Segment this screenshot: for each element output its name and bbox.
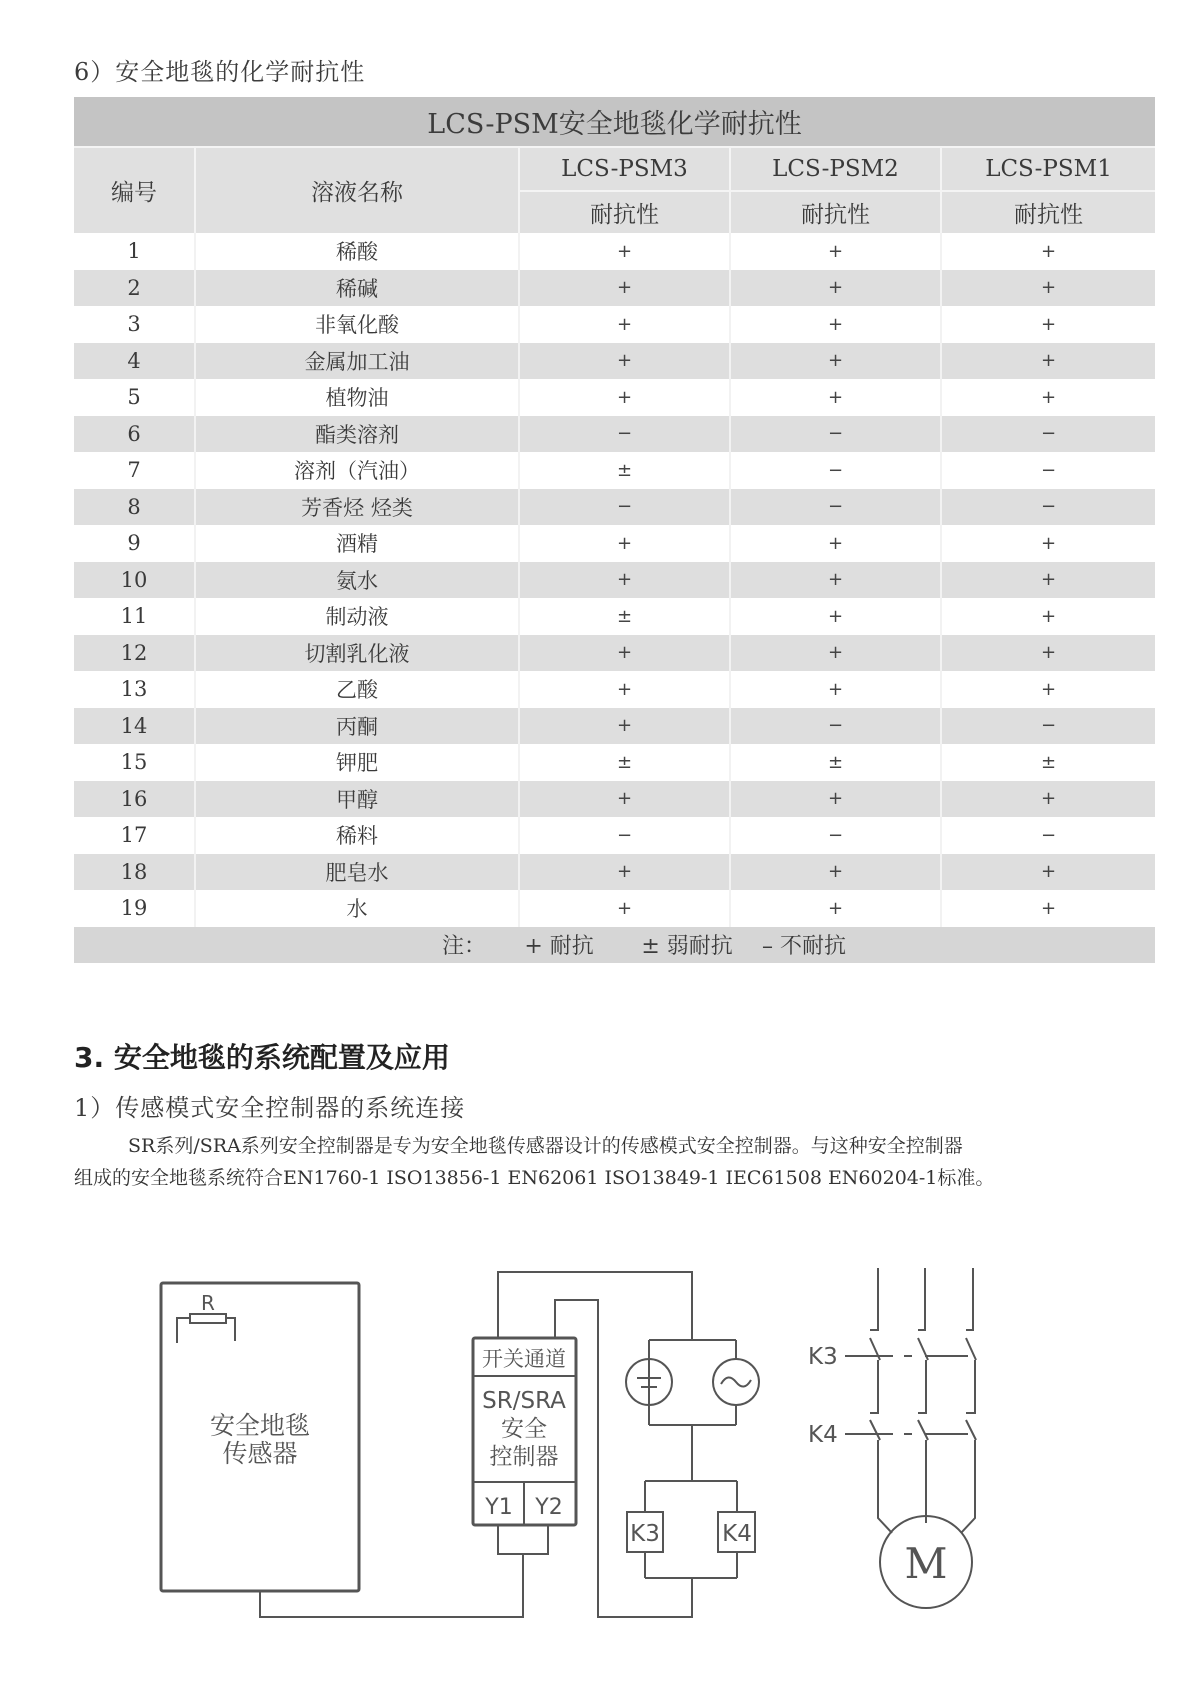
table-title: LCS-PSM安全地毯化学耐抗性 xyxy=(74,97,1155,146)
psm1-resistance: + xyxy=(942,598,1155,635)
psm3-resistance: − xyxy=(520,817,731,854)
psm2-resistance: + xyxy=(731,525,942,562)
row-number: 8 xyxy=(74,489,196,526)
solution-name: 钾肥 xyxy=(196,744,520,781)
header-model-psm1: LCS-PSM1 xyxy=(942,146,1155,190)
psm1-resistance: + xyxy=(942,270,1155,307)
row-number: 11 xyxy=(74,598,196,635)
note-label: 注： xyxy=(442,934,487,959)
row-number: 6 xyxy=(74,416,196,453)
solution-name: 金属加工油 xyxy=(196,343,520,380)
psm1-resistance: + xyxy=(942,781,1155,818)
header-resistance-psm3: 耐抗性 xyxy=(520,190,731,233)
psm2-resistance: + xyxy=(731,854,942,891)
psm2-resistance: − xyxy=(731,708,942,745)
row-number: 7 xyxy=(74,452,196,489)
row-number: 19 xyxy=(74,890,196,927)
psm2-resistance: + xyxy=(731,306,942,343)
psm2-resistance: + xyxy=(731,343,942,380)
psm1-resistance: + xyxy=(942,890,1155,927)
relay-k4-label: K4 xyxy=(722,1521,752,1547)
section-6-subheading: 6）安全地毯的化学耐抗性 xyxy=(74,58,366,86)
row-number: 1 xyxy=(74,233,196,270)
relay-k3-label: K3 xyxy=(630,1521,660,1547)
solution-name: 丙酮 xyxy=(196,708,520,745)
psm1-resistance: + xyxy=(942,854,1155,891)
section-3-heading: 3. 安全地毯的系统配置及应用 xyxy=(74,1041,450,1074)
note-not-resistant: – 不耐抗 xyxy=(762,934,847,959)
psm2-resistance: + xyxy=(731,781,942,818)
controller-model-label: SR/SRA xyxy=(482,1388,566,1414)
psm1-resistance: − xyxy=(942,708,1155,745)
header-model-psm3: LCS-PSM3 xyxy=(520,146,731,190)
psm2-resistance: + xyxy=(731,233,942,270)
psm3-resistance: − xyxy=(520,416,731,453)
solution-name: 溶剂（汽油） xyxy=(196,452,520,489)
psm3-resistance: + xyxy=(520,306,731,343)
psm1-resistance: + xyxy=(942,233,1155,270)
row-number: 3 xyxy=(74,306,196,343)
solution-name: 稀酸 xyxy=(196,233,520,270)
note-weak-resistant: ± 弱耐抗 xyxy=(641,934,733,959)
section-3-subheading: 1）传感模式安全控制器的系统连接 xyxy=(74,1094,466,1122)
psm1-resistance: − xyxy=(942,452,1155,489)
paragraph-line-1: SR系列/SRA系列安全控制器是专为安全地毯传感器设计的传感模式安全控制器。与这种安全控制器 xyxy=(128,1135,963,1157)
psm1-resistance: + xyxy=(942,562,1155,599)
psm1-resistance: − xyxy=(942,416,1155,453)
contactor-contacts xyxy=(845,1268,976,1533)
row-number: 12 xyxy=(74,635,196,672)
psm2-resistance: + xyxy=(731,890,942,927)
psm3-resistance: + xyxy=(520,270,731,307)
psm3-resistance: ± xyxy=(520,744,731,781)
psm2-resistance: + xyxy=(731,671,942,708)
header-model-psm2: LCS-PSM2 xyxy=(731,146,942,190)
psm3-resistance: + xyxy=(520,562,731,599)
psm3-resistance: + xyxy=(520,525,731,562)
solution-name: 切割乳化液 xyxy=(196,635,520,672)
solution-name: 非氧化酸 xyxy=(196,306,520,343)
row-number: 9 xyxy=(74,525,196,562)
solution-name: 稀碱 xyxy=(196,270,520,307)
row-number: 14 xyxy=(74,708,196,745)
psm2-resistance: − xyxy=(731,416,942,453)
psm1-resistance: − xyxy=(942,817,1155,854)
header-number: 编号 xyxy=(74,146,196,233)
header-solution-name: 溶液名称 xyxy=(196,146,520,233)
row-number: 5 xyxy=(74,379,196,416)
terminal-y2: Y2 xyxy=(535,1495,563,1520)
controller-channel-label: 开关通道 xyxy=(482,1347,566,1371)
solution-name: 酒精 xyxy=(196,525,520,562)
psm2-resistance: + xyxy=(731,562,942,599)
psm1-resistance: + xyxy=(942,343,1155,380)
solution-name: 水 xyxy=(196,890,520,927)
psm1-resistance: − xyxy=(942,489,1155,526)
psm2-resistance: − xyxy=(731,489,942,526)
row-number: 13 xyxy=(74,671,196,708)
row-number: 2 xyxy=(74,270,196,307)
row-number: 18 xyxy=(74,854,196,891)
motor-label: M xyxy=(904,1539,948,1588)
psm3-resistance: + xyxy=(520,854,731,891)
psm2-resistance: + xyxy=(731,379,942,416)
psm1-resistance: + xyxy=(942,379,1155,416)
solution-name: 氨水 xyxy=(196,562,520,599)
paragraph-line-2: 组成的安全地毯系统符合EN1760-1 ISO13856-1 EN62061 ISO13849-1 IEC61508 EN60204-1标准。 xyxy=(74,1167,995,1189)
psm3-resistance: + xyxy=(520,671,731,708)
row-number: 10 xyxy=(74,562,196,599)
psm1-resistance: + xyxy=(942,306,1155,343)
psm3-resistance: ± xyxy=(520,598,731,635)
psm3-resistance: + xyxy=(520,233,731,270)
solution-name: 乙酸 xyxy=(196,671,520,708)
psm1-resistance: ± xyxy=(942,744,1155,781)
controller-label-line3: 控制器 xyxy=(489,1444,559,1470)
psm3-resistance: − xyxy=(520,489,731,526)
psm1-resistance: + xyxy=(942,671,1155,708)
psm2-resistance: − xyxy=(731,452,942,489)
contact-k3-label: K3 xyxy=(808,1344,838,1370)
header-resistance-psm1: 耐抗性 xyxy=(942,190,1155,233)
note-resistant: + 耐抗 xyxy=(524,934,594,959)
psm3-resistance: ± xyxy=(520,452,731,489)
solution-name: 肥皂水 xyxy=(196,854,520,891)
psm3-resistance: + xyxy=(520,708,731,745)
psm3-resistance: + xyxy=(520,781,731,818)
psm1-resistance: + xyxy=(942,525,1155,562)
psm1-resistance: + xyxy=(942,635,1155,672)
contact-k4-label: K4 xyxy=(808,1422,838,1448)
solution-name: 酯类溶剂 xyxy=(196,416,520,453)
row-number: 17 xyxy=(74,817,196,854)
psm2-resistance: + xyxy=(731,270,942,307)
controller-label-line2: 安全 xyxy=(501,1416,547,1442)
header-resistance-psm2: 耐抗性 xyxy=(731,190,942,233)
solution-name: 甲醇 xyxy=(196,781,520,818)
psm2-resistance: + xyxy=(731,635,942,672)
row-number: 4 xyxy=(74,343,196,380)
psm3-resistance: + xyxy=(520,379,731,416)
solution-name: 植物油 xyxy=(196,379,520,416)
terminal-y1: Y1 xyxy=(485,1495,513,1520)
row-number: 15 xyxy=(74,744,196,781)
psm3-resistance: + xyxy=(520,635,731,672)
solution-name: 芳香烃 烃类 xyxy=(196,489,520,526)
resistor-icon xyxy=(177,1314,235,1343)
psm3-resistance: + xyxy=(520,890,731,927)
sensor-label-line1: 安全地毯 xyxy=(209,1411,311,1440)
solution-name: 制动液 xyxy=(196,598,520,635)
sensor-label-line2: 传感器 xyxy=(222,1439,298,1468)
psm3-resistance: + xyxy=(520,343,731,380)
resistor-label: R xyxy=(201,1291,215,1315)
psm2-resistance: + xyxy=(731,598,942,635)
psm2-resistance: − xyxy=(731,817,942,854)
psm2-resistance: ± xyxy=(731,744,942,781)
solution-name: 稀料 xyxy=(196,817,520,854)
row-number: 16 xyxy=(74,781,196,818)
